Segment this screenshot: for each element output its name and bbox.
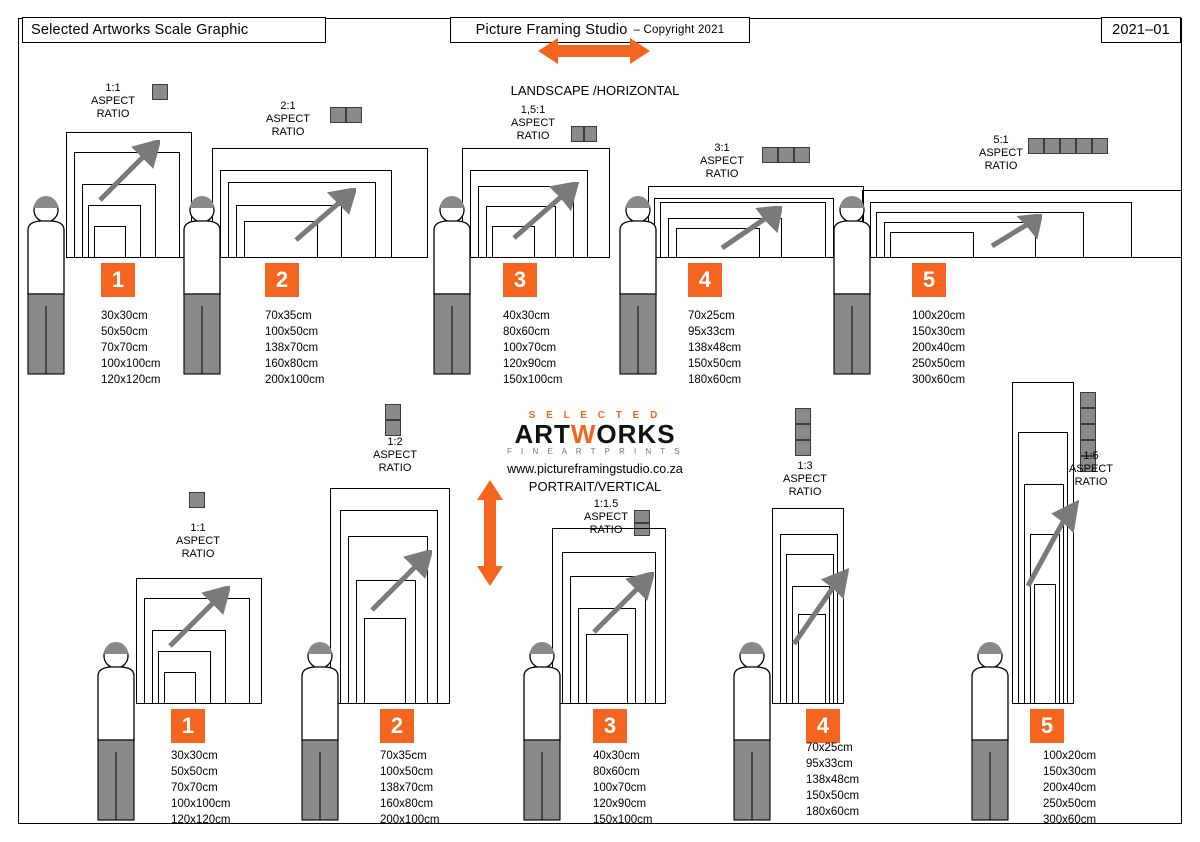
size-item: 70x70cm xyxy=(101,342,148,354)
size-item: 120x120cm xyxy=(101,374,161,386)
portrait-4-ratio-label: 1:3 ASPECT RATIO xyxy=(782,460,827,498)
landscape-1-frame-1 xyxy=(94,226,126,258)
portrait-1-ratio-swatch xyxy=(189,492,205,508)
size-item: 200x100cm xyxy=(265,374,325,386)
header-left-title-text: Selected Artworks Scale Graphic xyxy=(31,22,249,38)
portrait-2-scale-arrow-icon xyxy=(368,550,432,619)
size-item: 250x50cm xyxy=(912,358,966,370)
portrait-1-number-badge: 1 xyxy=(171,709,205,743)
portrait-1-size-list xyxy=(171,748,230,828)
studio-name: Picture Framing Studio xyxy=(475,22,628,38)
brand-line-tagline: F I N E A R T P R I N T S xyxy=(506,447,684,456)
size-item: 50x50cm xyxy=(101,326,148,338)
landscape-1-size-list xyxy=(101,308,160,388)
size-item: 100x20cm xyxy=(912,310,966,322)
size-item: 120x120cm xyxy=(171,814,231,826)
size-item: 100x70cm xyxy=(593,782,647,794)
portrait-orientation-label: PORTRAIT/VERTICAL xyxy=(528,479,662,494)
size-item: 70x70cm xyxy=(171,782,218,794)
landscape-4-ratio-swatch xyxy=(762,147,810,163)
size-item: 100x50cm xyxy=(380,766,434,778)
portrait-1-frame-1 xyxy=(164,672,196,704)
brand-line-selected: S E L E C T E D xyxy=(528,410,662,421)
portrait-2-size-list xyxy=(380,748,439,828)
landscape-4-ratio-label: 3:1 ASPECT RATIO xyxy=(699,142,744,180)
size-item: 200x40cm xyxy=(912,342,966,354)
portrait-4-number-badge: 4 xyxy=(806,709,840,743)
portrait-2-person-figure xyxy=(298,642,360,828)
size-item: 70x25cm xyxy=(806,742,853,754)
portrait-4-size-list xyxy=(806,740,859,820)
size-item: 80x60cm xyxy=(593,766,640,778)
landscape-orientation-label: LANDSCAPE /HORIZONTAL xyxy=(510,83,680,98)
landscape-arrow-icon xyxy=(536,36,652,71)
landscape-4-person-figure xyxy=(616,196,678,382)
size-item: 150x30cm xyxy=(912,326,966,338)
brand-line-artworks: ARTWORKS xyxy=(514,419,676,449)
portrait-1-person-figure xyxy=(94,642,156,828)
landscape-1-person-figure xyxy=(24,196,86,382)
size-item: 250x50cm xyxy=(1043,798,1097,810)
size-item: 200x40cm xyxy=(1043,782,1097,794)
landscape-5-person-figure xyxy=(830,196,892,382)
portrait-2-ratio-swatch xyxy=(385,404,401,436)
size-item: 95x33cm xyxy=(688,326,735,338)
landscape-2-ratio-label: 2:1 ASPECT RATIO xyxy=(265,100,310,138)
size-item: 200x100cm xyxy=(380,814,440,826)
portrait-5-scale-arrow-icon xyxy=(1024,500,1080,595)
landscape-1-ratio-swatch xyxy=(152,84,168,100)
landscape-4-number-badge: 4 xyxy=(688,263,722,297)
doc-code-text: 2021–01 xyxy=(1112,22,1170,38)
size-item: 180x60cm xyxy=(688,374,742,386)
landscape-3-number-badge: 3 xyxy=(503,263,537,297)
size-item: 150x100cm xyxy=(503,374,563,386)
landscape-5-ratio-swatch xyxy=(1028,138,1108,154)
landscape-2-person-figure xyxy=(180,196,242,382)
landscape-5-scale-arrow-icon xyxy=(988,214,1042,255)
size-item: 138x70cm xyxy=(380,782,434,794)
size-item: 100x70cm xyxy=(503,342,557,354)
size-item: 70x35cm xyxy=(380,750,427,762)
size-item: 70x25cm xyxy=(688,310,735,322)
portrait-3-ratio-label: 1:1.5 ASPECT RATIO xyxy=(583,498,628,536)
portrait-5-number-badge: 5 xyxy=(1030,709,1064,743)
landscape-1-ratio-label: 1:1 ASPECT RATIO xyxy=(90,82,135,120)
portrait-3-frame-1 xyxy=(586,634,628,704)
header-doc-code xyxy=(1101,17,1181,43)
size-item: 160x80cm xyxy=(265,358,319,370)
landscape-1-number-badge: 1 xyxy=(101,263,135,297)
portrait-4-ratio-swatch xyxy=(795,408,811,456)
portrait-5-ratio-label: 1:5 ASPECT RATIO xyxy=(1068,450,1113,488)
size-item: 160x80cm xyxy=(380,798,434,810)
portrait-4-scale-arrow-icon xyxy=(790,568,850,653)
size-item: 30x30cm xyxy=(171,750,218,762)
size-item: 150x100cm xyxy=(593,814,653,826)
portrait-arrow-icon xyxy=(474,478,506,593)
size-item: 70x35cm xyxy=(265,310,312,322)
landscape-4-scale-arrow-icon xyxy=(718,206,782,257)
portrait-2-number-badge: 2 xyxy=(380,709,414,743)
landscape-2-scale-arrow-icon xyxy=(292,188,356,249)
landscape-5-number-badge: 5 xyxy=(912,263,946,297)
brand-logo xyxy=(465,410,725,456)
size-item: 300x60cm xyxy=(912,374,966,386)
size-item: 150x50cm xyxy=(688,358,742,370)
size-item: 300x60cm xyxy=(1043,814,1097,826)
copyright-text: – Copyright 2021 xyxy=(633,24,725,36)
size-item: 50x50cm xyxy=(171,766,218,778)
landscape-3-size-list xyxy=(503,308,562,388)
website-url[interactable]: www.pictureframingstudio.co.za xyxy=(507,462,683,476)
size-item: 40x30cm xyxy=(593,750,640,762)
portrait-4-person-figure xyxy=(730,642,792,828)
landscape-5-frame-1 xyxy=(890,232,974,258)
size-item: 40x30cm xyxy=(503,310,550,322)
size-item: 100x100cm xyxy=(171,798,231,810)
size-item: 180x60cm xyxy=(806,806,860,818)
size-item: 138x70cm xyxy=(265,342,319,354)
portrait-2-frame-1 xyxy=(364,618,406,704)
landscape-3-ratio-label: 1,5:1 ASPECT RATIO xyxy=(510,104,555,142)
landscape-2-number-badge: 2 xyxy=(265,263,299,297)
size-item: 95x33cm xyxy=(806,758,853,770)
size-item: 138x48cm xyxy=(806,774,860,786)
size-item: 30x30cm xyxy=(101,310,148,322)
portrait-3-scale-arrow-icon xyxy=(590,572,654,641)
landscape-3-ratio-swatch xyxy=(571,126,597,142)
landscape-5-size-list xyxy=(912,308,965,388)
size-item: 120x90cm xyxy=(593,798,647,810)
portrait-5-size-list xyxy=(1043,748,1096,828)
size-item: 100x100cm xyxy=(101,358,161,370)
size-item: 120x90cm xyxy=(503,358,557,370)
landscape-2-size-list xyxy=(265,308,324,388)
size-item: 150x30cm xyxy=(1043,766,1097,778)
landscape-2-ratio-swatch xyxy=(330,107,362,123)
size-item: 150x50cm xyxy=(806,790,860,802)
landscape-4-size-list xyxy=(688,308,741,388)
header-left-title xyxy=(22,17,326,43)
landscape-3-scale-arrow-icon xyxy=(510,182,580,247)
portrait-1-ratio-label: 1:1 ASPECT RATIO xyxy=(175,522,220,560)
portrait-5-person-figure xyxy=(968,642,1030,828)
size-item: 100x20cm xyxy=(1043,750,1097,762)
portrait-1-scale-arrow-icon xyxy=(166,586,230,655)
landscape-3-person-figure xyxy=(430,196,492,382)
portrait-3-person-figure xyxy=(520,642,582,828)
portrait-3-number-badge: 3 xyxy=(593,709,627,743)
landscape-1-scale-arrow-icon xyxy=(96,140,160,209)
size-item: 80x60cm xyxy=(503,326,550,338)
portrait-5-frame-1 xyxy=(1034,584,1056,704)
landscape-5-ratio-label: 5:1 ASPECT RATIO xyxy=(978,134,1023,172)
size-item: 100x50cm xyxy=(265,326,319,338)
portrait-2-ratio-label: 1:2 ASPECT RATIO xyxy=(372,436,417,474)
size-item: 138x48cm xyxy=(688,342,742,354)
portrait-3-size-list xyxy=(593,748,652,828)
